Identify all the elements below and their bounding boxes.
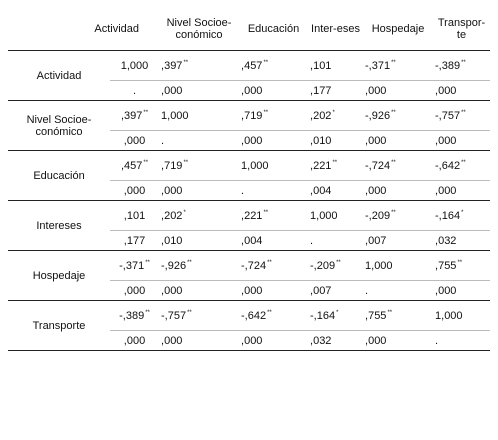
table-body xyxy=(8,51,490,351)
significance-mark: ** xyxy=(457,259,463,266)
correlation-value: -,209 xyxy=(310,259,336,272)
significance-cell: ,000 xyxy=(110,181,159,201)
significance-mark: ** xyxy=(336,259,341,266)
correlation-value: -,724 xyxy=(365,159,391,172)
significance-cell: ,000 xyxy=(363,181,433,201)
header-nivel-socioeconomico: Nivel Socioe-conómico xyxy=(159,8,239,51)
correlation-cell xyxy=(239,201,308,231)
correlation-value: 1,000 xyxy=(241,159,269,172)
correlation-value: ,755 xyxy=(435,259,457,272)
row-label: Educación xyxy=(8,151,110,201)
row-label: Actividad xyxy=(8,51,110,101)
significance-mark: * xyxy=(461,209,464,216)
significance-cell: ,000 xyxy=(239,131,308,151)
correlation-cell xyxy=(159,301,239,331)
correlation-value: ,202 xyxy=(161,209,183,222)
header-hospedaje: Hospedaje xyxy=(363,8,433,51)
correlation-value: ,101 xyxy=(310,59,332,72)
significance-cell: . xyxy=(159,131,239,151)
significance-cell: ,000 xyxy=(433,181,490,201)
correlation-value: ,397 xyxy=(161,59,183,72)
significance-cell: ,004 xyxy=(308,181,363,201)
table-row-coefficients xyxy=(8,201,490,231)
significance-cell: ,000 xyxy=(159,81,239,101)
correlation-value: -,724 xyxy=(241,259,267,272)
significance-cell: ,000 xyxy=(433,131,490,151)
correlation-value: ,457 xyxy=(241,59,263,72)
correlation-value: ,397 xyxy=(120,109,143,122)
significance-cell: . xyxy=(110,81,159,101)
header-intereses: Inter-eses xyxy=(308,8,363,51)
row-label: Hospedaje xyxy=(8,251,110,301)
significance-cell: ,004 xyxy=(239,231,308,251)
correlation-value: 1,000 xyxy=(161,109,189,122)
significance-cell: ,000 xyxy=(159,181,239,201)
significance-cell: ,000 xyxy=(239,81,308,101)
significance-mark: ** xyxy=(391,209,396,216)
header-row xyxy=(8,8,490,51)
correlation-value: -,642 xyxy=(435,159,461,172)
correlation-value: ,457 xyxy=(120,159,143,172)
correlation-cell xyxy=(433,101,490,131)
significance-cell: ,000 xyxy=(110,331,159,351)
significance-mark: ** xyxy=(145,259,150,266)
significance-cell: ,000 xyxy=(239,281,308,301)
correlation-cell xyxy=(110,101,159,131)
correlation-cell xyxy=(363,51,433,81)
correlation-cell xyxy=(308,201,363,231)
significance-mark: ** xyxy=(263,209,269,216)
correlation-cell xyxy=(159,251,239,281)
correlation-value: -,757 xyxy=(435,109,461,122)
correlation-value: ,755 xyxy=(365,309,387,322)
significance-cell: ,000 xyxy=(433,81,490,101)
significance-cell: . xyxy=(308,231,363,251)
significance-mark: ** xyxy=(332,159,338,166)
correlation-value: 1,000 xyxy=(310,209,338,222)
table-row-coefficients xyxy=(8,151,490,181)
significance-mark: * xyxy=(336,309,339,316)
significance-cell: ,007 xyxy=(308,281,363,301)
correlation-value: ,719 xyxy=(161,159,183,172)
correlation-cell xyxy=(308,251,363,281)
row-label: Transporte xyxy=(8,301,110,351)
significance-mark: ** xyxy=(461,109,466,116)
correlation-value: -,164 xyxy=(310,309,336,322)
correlation-cell xyxy=(308,301,363,331)
correlation-value: 1,000 xyxy=(435,309,463,322)
table-row-coefficients xyxy=(8,51,490,81)
correlation-value: -,389 xyxy=(119,309,145,322)
significance-mark: * xyxy=(183,209,186,216)
correlation-cell xyxy=(308,101,363,131)
significance-cell: . xyxy=(239,181,308,201)
correlation-cell xyxy=(308,51,363,81)
correlation-value: ,101 xyxy=(123,209,146,222)
significance-cell: ,000 xyxy=(110,131,159,151)
correlation-cell xyxy=(110,51,159,81)
significance-mark: ** xyxy=(143,159,149,166)
significance-cell: . xyxy=(433,331,490,351)
correlation-cell xyxy=(159,201,239,231)
correlation-value: ,221 xyxy=(310,159,332,172)
correlation-cell xyxy=(363,151,433,181)
correlation-table xyxy=(8,8,490,351)
correlation-value: -,209 xyxy=(365,209,391,222)
significance-cell: ,000 xyxy=(159,281,239,301)
significance-mark: ** xyxy=(183,59,189,66)
row-label: Nivel Socioe-conómico xyxy=(8,101,110,151)
significance-cell: ,000 xyxy=(363,331,433,351)
table-row-coefficients xyxy=(8,101,490,131)
correlation-cell xyxy=(433,301,490,331)
correlation-cell xyxy=(239,151,308,181)
row-label: Intereses xyxy=(8,201,110,251)
correlation-cell xyxy=(110,201,159,231)
correlation-cell xyxy=(159,51,239,81)
significance-cell: ,000 xyxy=(363,81,433,101)
correlation-cell xyxy=(363,101,433,131)
significance-mark: ** xyxy=(263,59,269,66)
significance-mark: ** xyxy=(183,159,189,166)
correlation-cell xyxy=(239,101,308,131)
correlation-cell xyxy=(433,51,490,81)
significance-cell: ,177 xyxy=(308,81,363,101)
significance-mark: ** xyxy=(187,259,192,266)
correlation-cell xyxy=(363,201,433,231)
correlation-cell xyxy=(239,301,308,331)
correlation-value: -,164 xyxy=(435,209,461,222)
correlation-value: 1,000 xyxy=(120,59,149,72)
header-actividad: Actividad xyxy=(8,8,159,51)
significance-cell: ,010 xyxy=(159,231,239,251)
table-row-coefficients xyxy=(8,251,490,281)
significance-mark: ** xyxy=(461,159,466,166)
correlation-value: -,371 xyxy=(119,259,145,272)
correlation-cell xyxy=(159,101,239,131)
table-row-coefficients xyxy=(8,301,490,331)
significance-mark: ** xyxy=(187,309,192,316)
significance-cell: ,000 xyxy=(239,331,308,351)
correlation-cell xyxy=(363,251,433,281)
correlation-cell xyxy=(433,201,490,231)
correlation-value: ,202 xyxy=(310,109,332,122)
correlation-value: -,926 xyxy=(161,259,187,272)
significance-cell: ,000 xyxy=(363,131,433,151)
correlation-value: ,719 xyxy=(241,109,263,122)
significance-cell: ,032 xyxy=(433,231,490,251)
significance-mark: ** xyxy=(143,109,149,116)
significance-cell: ,177 xyxy=(110,231,159,251)
correlation-value: -,389 xyxy=(435,59,461,72)
significance-mark: ** xyxy=(267,259,272,266)
significance-mark: ** xyxy=(387,309,393,316)
correlation-value: -,926 xyxy=(365,109,391,122)
header-educacion: Educación xyxy=(239,8,308,51)
correlation-cell xyxy=(433,151,490,181)
significance-cell: ,000 xyxy=(110,281,159,301)
significance-mark: ** xyxy=(263,109,269,116)
header-transporte: Transpor-te xyxy=(433,8,490,51)
significance-cell: ,007 xyxy=(363,231,433,251)
significance-mark: ** xyxy=(391,159,396,166)
significance-cell: ,000 xyxy=(433,281,490,301)
correlation-value: -,757 xyxy=(161,309,187,322)
correlation-cell xyxy=(239,51,308,81)
correlation-cell xyxy=(110,151,159,181)
significance-cell: ,000 xyxy=(159,331,239,351)
significance-mark: * xyxy=(332,109,335,116)
correlation-cell xyxy=(308,151,363,181)
significance-cell: ,032 xyxy=(308,331,363,351)
significance-mark: ** xyxy=(267,309,272,316)
correlation-value: -,642 xyxy=(241,309,267,322)
correlation-value: -,371 xyxy=(365,59,391,72)
correlation-cell xyxy=(363,301,433,331)
significance-mark: ** xyxy=(391,59,396,66)
correlation-cell xyxy=(433,251,490,281)
correlation-cell xyxy=(159,151,239,181)
significance-mark: ** xyxy=(145,309,150,316)
significance-cell: . xyxy=(363,281,433,301)
correlation-cell xyxy=(239,251,308,281)
correlation-cell xyxy=(110,251,159,281)
correlation-value: 1,000 xyxy=(365,259,393,272)
significance-mark: ** xyxy=(461,59,466,66)
significance-mark: ** xyxy=(391,109,396,116)
significance-cell: ,010 xyxy=(308,131,363,151)
correlation-value: ,221 xyxy=(241,209,263,222)
correlation-cell xyxy=(110,301,159,331)
